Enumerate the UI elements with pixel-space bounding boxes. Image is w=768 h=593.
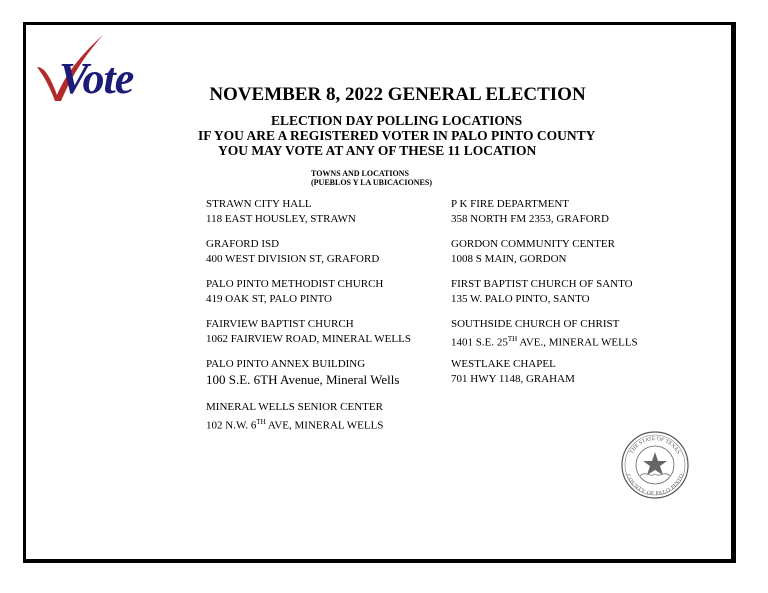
location-right-5: [451, 357, 575, 387]
location-address: 1008 S MAIN, GORDON: [451, 253, 567, 265]
location-left-2: [206, 237, 379, 267]
logo-text: Vote: [59, 54, 134, 103]
location-address: 419 OAK ST, PALO PINTO: [206, 293, 333, 305]
location-name: PALO PINTO ANNEX BUILDING: [206, 358, 366, 370]
location-left-4: [206, 317, 411, 347]
location-address: 1401 S.E. 25TH AVE., MINERAL WELLS: [451, 335, 638, 349]
location-name: PALO PINTO METHODIST CHURCH: [206, 278, 384, 290]
location-name: FIRST BAPTIST CHURCH OF SANTO: [451, 278, 633, 290]
location-left-3: [206, 277, 383, 307]
location-address: 400 WEST DIVISION ST, GRAFORD: [206, 253, 380, 265]
subtitle-line-3: YOU MAY VOTE AT ANY OF THESE 11 LOCATION: [218, 143, 537, 158]
location-address: 358 NORTH FM 2353, GRAFORD: [451, 213, 609, 225]
location-address: 102 N.W. 6TH AVE, MINERAL WELLS: [206, 418, 384, 432]
subtitle-line-2: IF YOU ARE A REGISTERED VOTER IN PALO PINTO COUNTY: [198, 128, 596, 143]
svg-text:COUNTY OF PALO PINTO: COUNTY OF PALO PINTO: [624, 473, 686, 498]
location-address: 118 EAST HOUSLEY, STRAWN: [206, 213, 356, 225]
subtitle-line-1: ELECTION DAY POLLING LOCATIONS: [271, 113, 523, 128]
location-name: GRAFORD ISD: [206, 238, 280, 250]
location-left-1: [206, 197, 356, 227]
towns-header-1: TOWNS AND LOCATIONS: [311, 169, 409, 178]
page-title: NOVEMBER 8, 2022 GENERAL ELECTION: [209, 84, 586, 105]
location-name: FAIRVIEW BAPTIST CHURCH: [206, 318, 354, 330]
location-right-3: [451, 277, 633, 307]
location-address: 135 W. PALO PINTO, SANTO: [451, 293, 590, 305]
location-name: SOUTHSIDE CHURCH OF CHRIST: [451, 318, 620, 330]
location-name: WESTLAKE CHAPEL: [451, 358, 556, 370]
location-address: 100 S.E. 6TH Avenue, Mineral Wells: [206, 372, 400, 387]
towns-header-2: (PUEBLOS Y LA UBICACIONES): [311, 178, 432, 187]
location-name: STRAWN CITY HALL: [206, 198, 312, 210]
location-name: P K FIRE DEPARTMENT: [451, 198, 570, 210]
location-left-6: [206, 400, 383, 434]
location-right-4: [451, 317, 638, 351]
location-right-1: [451, 197, 609, 227]
location-address: 701 HWY 1148, GRAHAM: [451, 373, 575, 385]
location-name: MINERAL WELLS SENIOR CENTER: [206, 401, 383, 413]
svg-text:THE STATE OF TEXAS: THE STATE OF TEXAS: [628, 435, 682, 456]
county-seal-icon: [620, 430, 690, 500]
location-address: 1062 FAIRVIEW ROAD, MINERAL WELLS: [206, 333, 411, 345]
location-left-5: [206, 357, 399, 387]
location-right-2: [451, 237, 615, 267]
location-name: GORDON COMMUNITY CENTER: [451, 238, 615, 250]
